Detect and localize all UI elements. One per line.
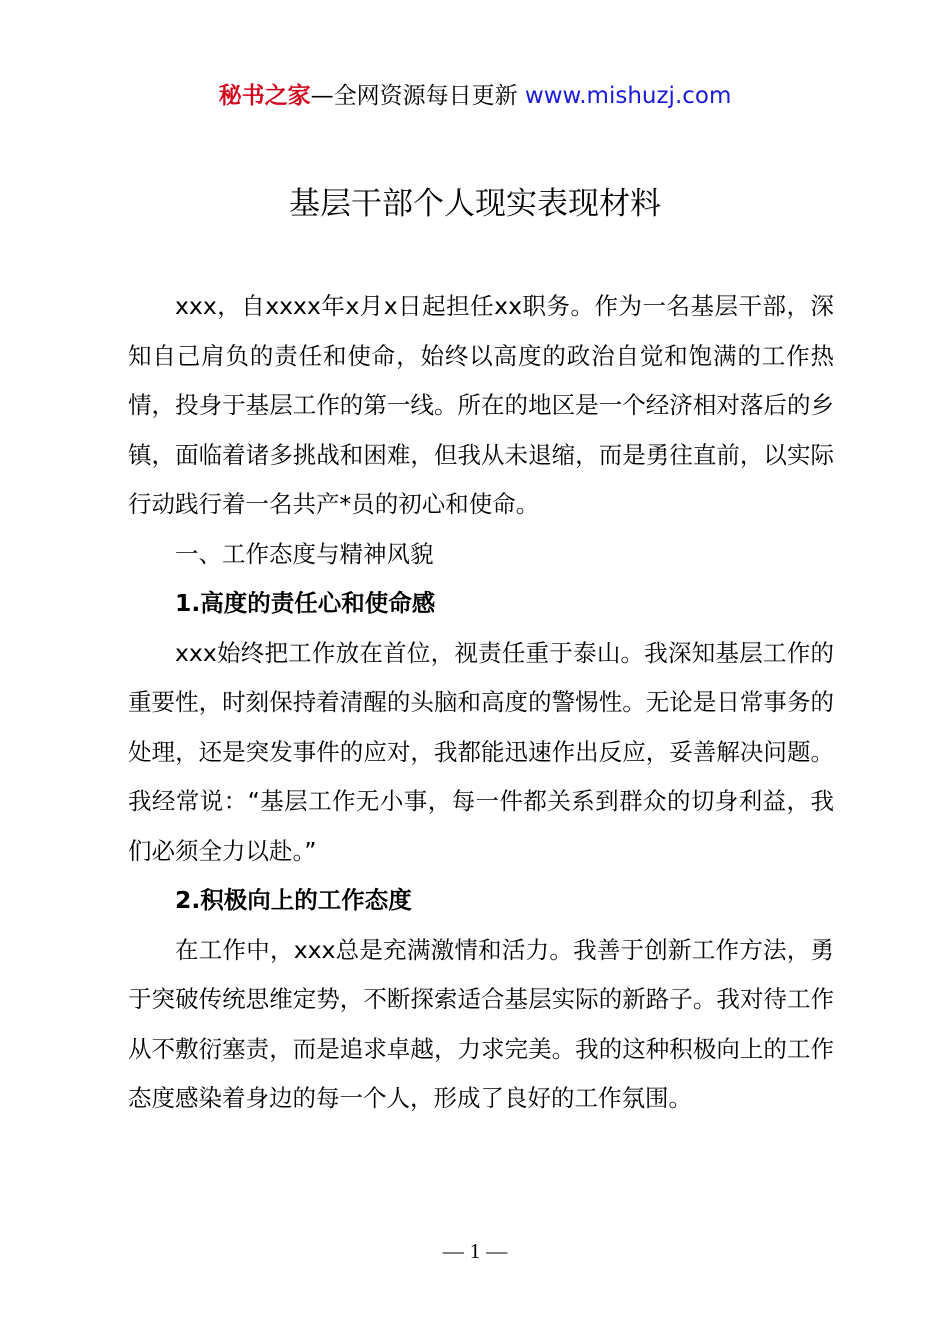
document-title: 基层干部个人现实表现材料	[289, 186, 661, 222]
paragraph-attitude: 在工作中，xxx总是充满激情和活力。我善于创新工作方法，勇于突破传统思维定势，不断探索适合基层实际的新路子。我对待工作从不敷衍塞责，而是追求卓越，力求完美。我的这种积极向上的工作态度感染着身边的每一个人，形成了良好的工作氛围。	[128, 935, 834, 1112]
header-tagline: —全网资源每日更新	[310, 83, 518, 109]
paragraph-responsibility: xxx始终把工作放在首位，视责任重于泰山。我深知基层工作的重要性，时刻保持着清醒的头脑和高度的警惕性。无论是日常事务的处理，还是突发事件的应对，我都能迅速作出反应，妥善解决问题。我经常说：“基层工作无小事，每一件都关系到群众的切身利益，我们必须全力以赴。”	[128, 638, 834, 865]
subheading-attitude: 2.积极向上的工作态度	[175, 886, 412, 914]
page-number: 1	[469, 1239, 481, 1263]
brand-name[interactable]: 秘书之家	[218, 83, 311, 109]
paragraph-intro: xxx，自xxxx年x月x日起担任xx职务。作为一名基层干部，深知自己肩负的责任和使命，始终以高度的政治自觉和饱满的工作热情，投身于基层工作的第一线。所在的地区是一个经济相对落后的乡镇，面临着诸多挑战和困难，但我从未退缩，而是勇往直前，以实际行动践行着一名共产*员的初心和使命。	[128, 292, 834, 518]
footer-dash-right: —	[486, 1239, 508, 1263]
document-body	[128, 282, 834, 1124]
subheading-responsibility: 1.高度的责任心和使命感	[175, 589, 436, 617]
site-header	[0, 80, 950, 112]
section-heading: 一、工作态度与精神风貌	[175, 539, 434, 568]
site-url[interactable]: www.mishuzj.com	[524, 83, 732, 109]
page-footer	[0, 1236, 950, 1266]
footer-dash-left: —	[442, 1239, 464, 1263]
